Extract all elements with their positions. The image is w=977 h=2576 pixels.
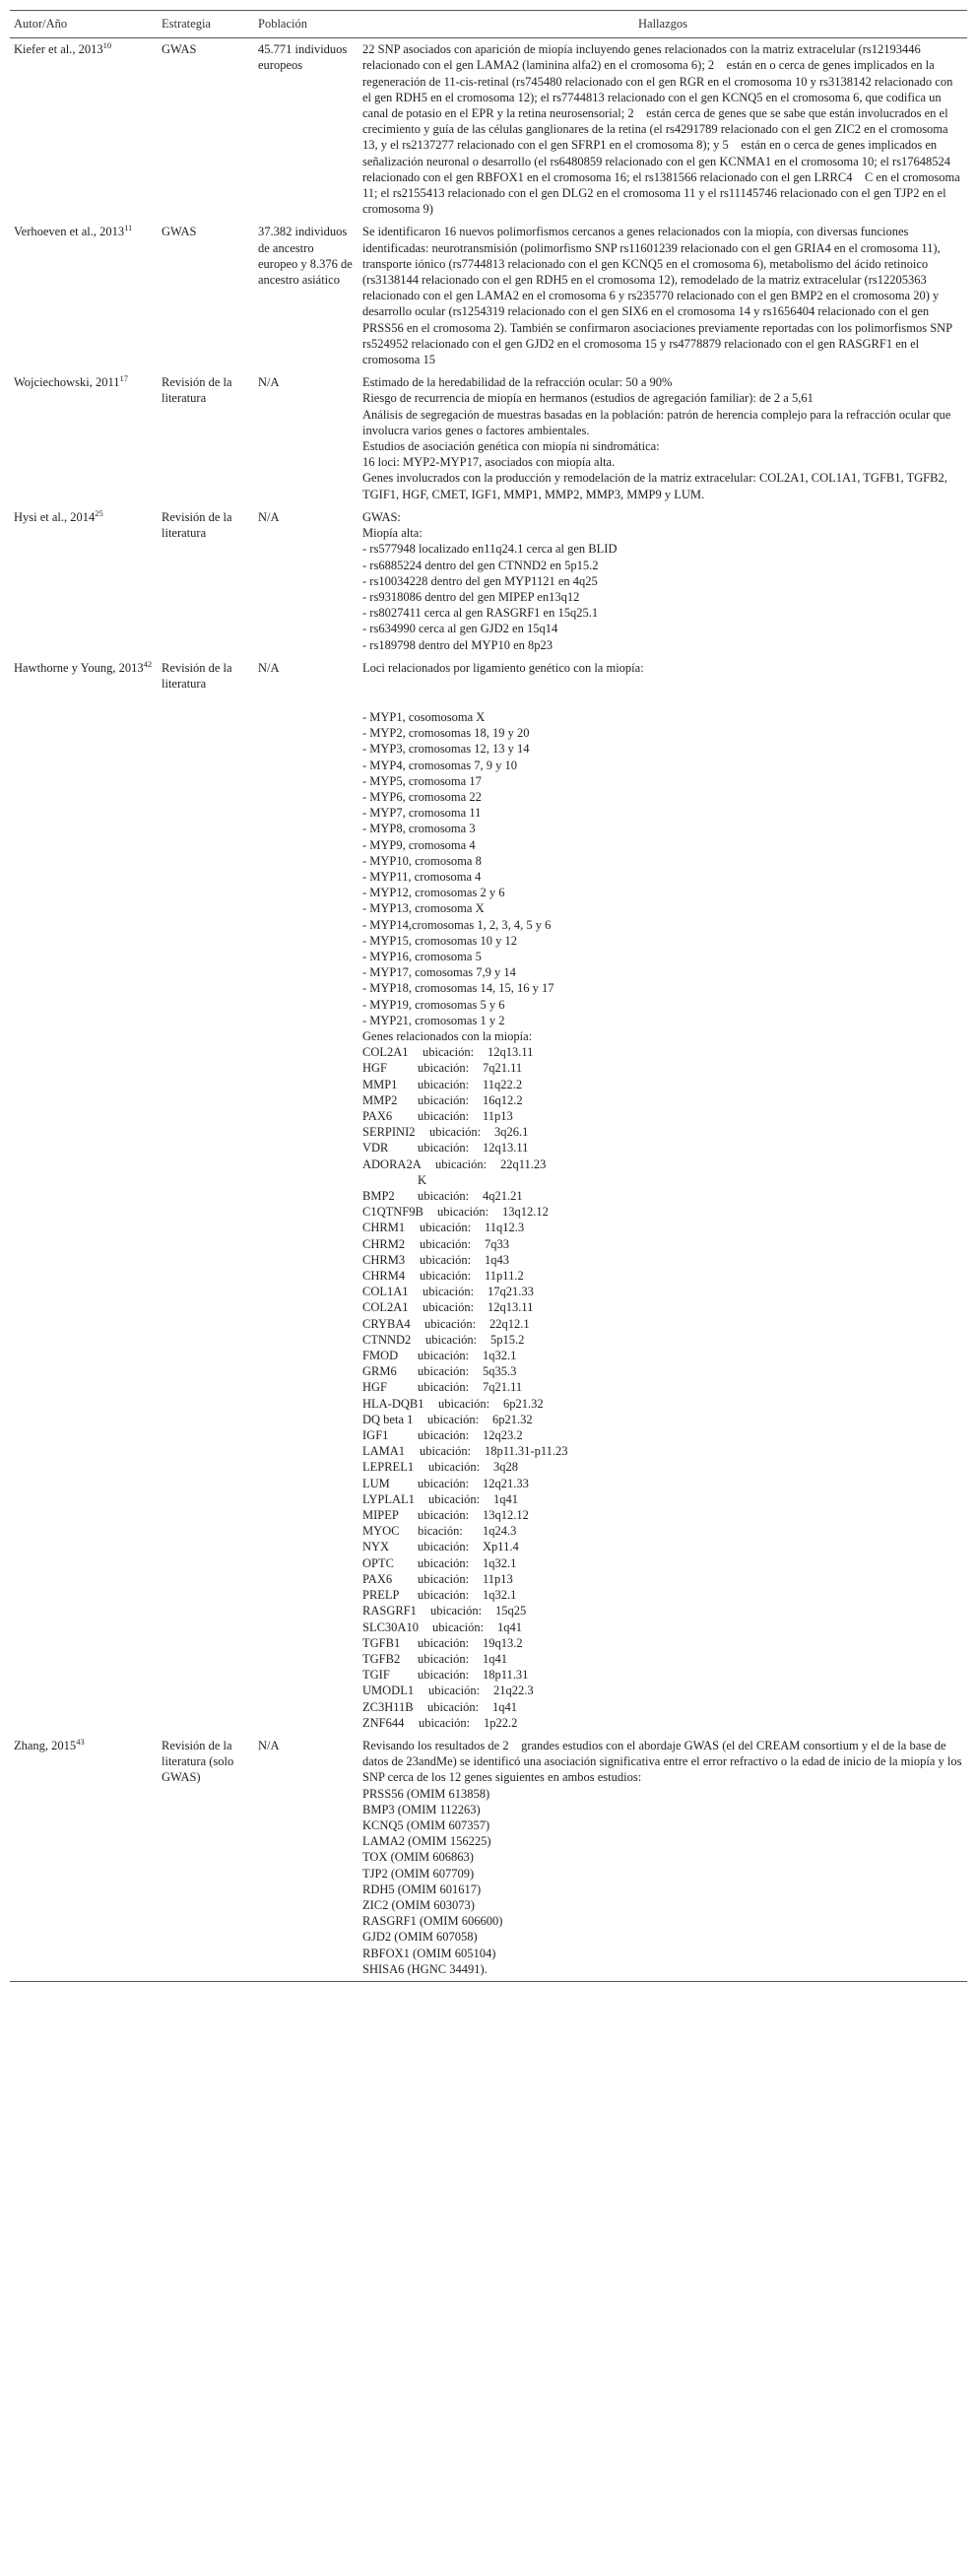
gene-location-value: 1q32.1 [483,1555,517,1570]
gene-location-label: ubicación: [432,1619,485,1634]
gene-line [362,1412,963,1427]
gene-location-label: ubicación: [418,1588,470,1603]
gene-name: LYPLAL1 [362,1491,415,1506]
gene-location-label: ubicación: [424,1316,477,1331]
gene-line [362,1299,963,1315]
locus-line: - MYP8, cromosoma 3 [362,822,476,836]
gene-location-label: ubicación: [438,1396,490,1411]
gene-location-label: ubicación: [418,1364,470,1379]
gene-name: LUM [362,1476,390,1490]
gene-location-value: 1q32.1 [483,1349,517,1363]
gene-location-label: ubicación: [423,1045,475,1060]
gene-location-value: 11p13 [483,1571,513,1586]
gene-name: RASGRF1 [362,1604,417,1618]
gene-location-label: ubicación: [423,1300,475,1315]
gene-location-value: 1p22.2 [484,1715,518,1730]
author-cell [10,38,158,222]
reference-number: 42 [143,658,153,669]
gene-location-value: 7q33 [485,1236,509,1251]
gene-location-value: 5q35.3 [483,1364,517,1379]
finding-line: BMP3 (OMIM 112263) [362,1802,481,1816]
gene-line [362,1236,963,1252]
finding-line: Estimado de la heredabilidad de la refracción ocular: 50 a 90% [362,375,673,390]
gene-name: VDR [362,1141,389,1156]
strategy-cell: Revisión de la literatura [162,509,232,541]
locus-line: - MYP11, cromosoma 4 [362,869,482,884]
gene-name: NYX [362,1540,390,1554]
gene-location-value: 22q12.1 [489,1316,530,1331]
locus-line: - MYP17, comosomas 7,9 y 14 [362,965,516,980]
gene-line [362,1715,963,1731]
gene-location-value: 18p11.31 [483,1668,529,1683]
gene-name: HLA-DQB1 [362,1396,424,1411]
author-cell [10,371,158,506]
gene-location-label: ubicación: [427,1699,480,1714]
gene-location-value: 21q22.3 [493,1684,534,1698]
table-row [10,506,967,657]
gene-location-value: Xp11.4 [483,1540,519,1554]
finding-line: Revisando los resultados de 2 grandes estudios con el abordaje GWAS (el del CREAM consortium y el de la base de datos de 23andMe) se identificó una asociación significativa entre el error refractivo o la edad de inicio de la miopía y los SNP cerca de los 12 genes siguientes en ambos estudios: [362,1738,962,1785]
gene-line [362,1172,963,1204]
gene-location-label: ubicación: [418,1555,470,1570]
gene-name: COL2A1 [362,1300,409,1315]
gene-line [362,1459,963,1475]
gene-line [362,1427,963,1443]
header-findings: Hallazgos [358,11,967,38]
gene-name: SLC30A10 [362,1619,419,1634]
gene-location-label: ubicación: [420,1269,472,1284]
gene-line [362,1635,963,1651]
gene-location-label: ubicación: [418,1349,470,1363]
header-population: Población [254,11,358,38]
population-cell: N/A [258,509,280,524]
gene-line [362,1284,963,1299]
gene-name: ADORA2A [362,1156,422,1171]
finding-line: SHISA6 (HGNC 34491). [362,1961,488,1976]
finding-line: - rs8027411 cerca al gen RASGRF1 en 15q25.1 [362,606,599,621]
finding-line: Análisis de segregación de muestras basadas en la población: patrón de herencia complejo para la refracción ocular que involucra varios genes o factores ambientales. [362,407,951,437]
finding-line: - rs577948 localizado en11q24.1 cerca al gen BLID [362,542,618,557]
gene-location-label: ubicación: [420,1252,472,1267]
reference-number: 43 [76,1736,85,1747]
author-cell [10,506,158,657]
gene-line [362,1108,963,1124]
finding-line: Riesgo de recurrencia de miopía en hermanos (estudios de agregación familiar): de 2 a 5,61 [362,391,814,406]
gene-line [362,1555,963,1571]
gene-line [362,1204,963,1220]
gene-location-value: 22q11.23 [500,1156,547,1171]
gene-location-label: ubicación: [418,1668,470,1683]
gene-location-value: 3q28 [493,1460,518,1475]
findings-cell [358,1735,967,1982]
gene-location-label: ubicación: [418,1109,470,1123]
finding-line: - rs6885224 dentro del gen CTNND2 en 5p15.2 [362,558,599,572]
gene-name: TGIF [362,1668,390,1683]
gene-name: LEPREL1 [362,1460,415,1475]
gene-location-value: 12q23.2 [483,1428,523,1443]
reference-number: 10 [102,40,112,51]
finding-line: GJD2 (OMIM 607058) [362,1930,478,1945]
gene-location-value: 12q13.11 [488,1045,534,1060]
locus-line: - MYP5, cromosoma 17 [362,773,482,788]
finding-line: - rs634990 cerca al gen GJD2 en 15q14 [362,622,558,636]
reference-number: 11 [124,223,133,233]
population-cell: 45.771 individuos europeos [258,42,348,73]
gene-location-value: 12q13.11 [488,1300,534,1315]
gene-location-value: 17q21.33 [488,1285,534,1299]
gene-location-label: ubicación: [429,1125,482,1140]
findings-cell [358,506,967,657]
gene-location-label: ubicación: [418,1476,470,1490]
findings-cell [358,38,967,222]
gene-location-value: 1q32.1 [483,1588,517,1603]
finding-line: TOX (OMIM 606863) [362,1850,474,1865]
author-text: Kiefer et al., 2013 [14,42,103,57]
reference-number: 17 [119,373,129,384]
gene-location-label: ubicación: [425,1332,478,1347]
gene-location-label: K ubicación: [418,1172,470,1204]
gene-line [362,1571,963,1587]
locus-line: - MYP3, cromosomas 12, 13 y 14 [362,742,530,757]
gene-name: HGF [362,1061,388,1076]
finding-line: RASGRF1 (OMIM 606600) [362,1914,503,1929]
table-header-row [10,11,967,38]
gene-name: SERPINI2 [362,1125,416,1140]
gene-line [362,1667,963,1683]
locus-line: - MYP13, cromosoma X [362,901,485,916]
gene-location-value: 16q12.2 [483,1092,523,1107]
population-cell: 37.382 individuos de ancestro europeo y 8.376 de ancestro asiático [258,225,353,288]
gene-line [362,1077,963,1092]
gene-line [362,1699,963,1715]
gene-line [362,1651,963,1667]
finding-line: KCNQ5 (OMIM 607357) [362,1817,490,1832]
gene-name: MMP2 [362,1092,398,1107]
gene-name: TGFB1 [362,1635,401,1650]
gene-location-value: 11q12.3 [485,1221,525,1235]
locus-line: - MYP6, cromosoma 22 [362,789,482,804]
gene-location-value: 12q21.33 [483,1476,529,1490]
gene-line [362,1539,963,1554]
gene-name: COL2A1 [362,1045,409,1060]
gene-line [362,1044,963,1060]
reference-number: 25 [95,507,103,518]
gene-name: PAX6 [362,1571,393,1586]
finding-line: PRSS56 (OMIM 613858) [362,1786,490,1801]
author-text: Verhoeven et al., 2013 [14,225,125,239]
gene-line [362,1379,963,1395]
gene-line [362,1268,963,1284]
gene-location-label: ubicación: [418,1061,470,1076]
gene-location-value: 6p21.32 [503,1396,544,1411]
genes-title: Genes relacionados con la miopía: [362,1028,533,1043]
strategy-cell: GWAS [162,42,197,57]
header-strategy: Estrategia [158,11,254,38]
locus-line: - MYP21, cromosomas 1 y 2 [362,1013,505,1027]
author-text: Hysi et al., 2014 [14,509,96,524]
finding-line: 22 SNP asociados con aparición de miopía incluyendo genes relacionados con la matriz extracelular (rs12193446 relacionado con el gen LAMA2 (laminina alfa2) en el cromosoma 6); 2 están en o cerca de genes implicados en la regeneración de 11-cis-retinal (rs745480 relacionado con el gen RGR en el cromosoma 10 y rs3138142 relacionado con el gen RDH5 en el cromosoma 12); el rs7744813 relacionado con el gen KCNQ5 en el cromosoma 6, que codifica un canal de potasio en el EPR y la retina neurosensorial; 2 están cerca de genes que se sabe que están involucrados en el crecimiento y guía de las células ganglionares de la retina (el rs4291789 relacionado con el gen ZIC2 en el cromosoma 13, y el rs2137277 relacionado con el gen SFRP1 en el cromosoma 8); y 5 están en o cerca de genes implicados en señalización neuronal o desarrollo (el rs6480859 relacionado con el gen KCNMA1 en el cromosoma 10; el rs17648524 relacionado con el gen RBFOX1 en el cromosoma 16; el rs1381566 relacionado con el gen LRRC4 C en el cromosoma 11; el rs2155413 relacionado con el gen DLG2 en el cromosoma 11 y el rs11145746 relacionado con el gen TJP2 en el cromosoma 9) [362,42,960,217]
finding-line: - rs9318086 dentro del gen MIPEP en13q12 [362,589,580,604]
findings-table [10,10,967,1982]
gene-location-label: ubicación: [418,1571,470,1586]
gene-location-label: ubicación: [418,1077,470,1091]
gene-line [362,1587,963,1603]
gene-location-value: 11p13 [483,1109,513,1123]
gene-line [362,1507,963,1523]
gene-name: GRM6 [362,1364,397,1379]
locus-line: - MYP2, cromosomas 18, 19 y 20 [362,726,530,741]
gene-line [362,1332,963,1348]
gene-location-label: ubicación: [418,1635,470,1650]
locus-line: - MYP18, cromosomas 14, 15, 16 y 17 [362,981,554,996]
gene-location-value: 4q21.21 [483,1189,523,1204]
gene-name: CHRM2 [362,1236,406,1251]
gene-location-label: ubicación: [428,1684,481,1698]
gene-location-label: ubicación: [437,1205,489,1220]
gene-name: UMODL1 [362,1684,415,1698]
table-row [10,657,967,1735]
strategy-cell: Revisión de la literatura [162,375,232,406]
locus-line: - MYP4, cromosomas 7, 9 y 10 [362,758,517,772]
gene-location-value: 18p11.31-p11.23 [485,1444,568,1459]
gene-name: HGF [362,1380,388,1395]
gene-location-label: ubicación: [418,1092,470,1107]
header-author: Autor/Año [10,11,158,38]
finding-line: TJP2 (OMIM 607709) [362,1866,475,1881]
table-row [10,221,967,371]
gene-line [362,1476,963,1491]
gene-location-value: 1q41 [483,1651,507,1666]
gene-location-label: ubicación: [418,1540,470,1554]
gene-line [362,1603,963,1618]
strategy-cell: GWAS [162,225,197,239]
finding-line: GWAS: [362,509,401,524]
gene-location-label: ubicación: [423,1285,475,1299]
gene-location-value: 12q13.11 [483,1141,529,1156]
gene-name: CHRM1 [362,1221,406,1235]
locus-line: - MYP19, cromosomas 5 y 6 [362,997,505,1012]
finding-line: Genes involucrados con la producción y remodelación de la matriz extracelular: COL2A1, COL1A1, TGFB1, TGFB2, TGIF1, HGF, CMET, IGF1, MMP1, MMP2, MMP3, MMP9 y LUM. [362,471,947,501]
gene-location-value: 1q24.3 [483,1524,517,1539]
gene-location-value: 19q13.2 [483,1635,523,1650]
finding-line: - rs10034228 dentro del gen MYP1121 en 4q25 [362,573,598,588]
gene-line [362,1092,963,1108]
gene-name: CHRM3 [362,1252,406,1267]
gene-location-label: ubicación: [418,1428,470,1443]
gene-line [362,1396,963,1412]
author-text: Hawthorne y Young, 2013 [14,660,144,675]
author-cell [10,221,158,371]
gene-location-value: 1q41 [492,1699,517,1714]
table-row [10,1735,967,1982]
gene-location-label: ubicación: [418,1380,470,1395]
gene-line [362,1363,963,1379]
gene-location-label: ubicación: [428,1460,481,1475]
gene-name: IGF1 [362,1428,389,1443]
finding-line: - rs189798 dentro del MYP10 en 8p23 [362,637,554,652]
gene-location-value: 7q21.11 [483,1380,523,1395]
gene-location-label: ubicación: [420,1221,472,1235]
gene-name: C1QTNF9B [362,1205,423,1220]
gene-location-value: 11q22.2 [483,1077,523,1091]
findings-cell [358,371,967,506]
population-cell: N/A [258,660,280,675]
finding-line: 16 loci: MYP2-MYP17, asociados con miopía alta. [362,455,616,470]
locus-line: - MYP16, cromosoma 5 [362,949,482,963]
gene-location-value: 1q41 [493,1491,518,1506]
gene-name: CRYBA4 [362,1316,411,1331]
gene-location-label: ubicación: [418,1651,470,1666]
gene-line [362,1619,963,1635]
gene-location-label: ubicación: [420,1444,472,1459]
locus-line: - MYP15, cromosomas 10 y 12 [362,933,517,948]
gene-line [362,1156,963,1172]
locus-line: - MYP1, cosomosoma X [362,709,486,724]
gene-line [362,1124,963,1140]
gene-line [362,1316,963,1332]
gene-name: MIPEP [362,1508,399,1523]
gene-name: CHRM4 [362,1269,406,1284]
finding-line: Estudios de asociación genética con miopía ni sindromática: [362,439,660,454]
strategy-cell: Revisión de la literatura (solo GWAS) [158,1735,254,1982]
loci-intro: Loci relacionados por ligamiento genético con la miopía: [362,660,644,675]
gene-name: MMP1 [362,1077,398,1091]
gene-location-value: 15q25 [495,1604,527,1618]
gene-location-value: 1q43 [485,1252,509,1267]
author-cell [10,1735,158,1982]
finding-line: RBFOX1 (OMIM 605104) [362,1946,496,1960]
locus-line: - MYP14,cromosomas 1, 2, 3, 4, 5 y 6 [362,917,552,932]
gene-location-label: ubicación: [419,1715,471,1730]
gene-location-label: ubicación: [427,1412,480,1426]
gene-name: ZNF644 [362,1715,405,1730]
gene-location-value: 1q41 [497,1619,522,1634]
locus-line: - MYP12, cromosomas 2 y 6 [362,886,505,900]
gene-line [362,1523,963,1539]
author-cell [10,657,158,1735]
finding-line: Miopía alta: [362,526,423,541]
gene-location-value: 6p21.32 [492,1412,533,1426]
gene-location-label: bicación: [418,1524,463,1539]
table-row [10,38,967,222]
gene-line [362,1683,963,1698]
locus-line: - MYP7, cromosoma 11 [362,806,482,821]
author-text: Wojciechowski, 2011 [14,375,120,390]
table-body [10,38,967,1982]
finding-line: Se identificaron 16 nuevos polimorfismos cercanos a genes relacionados con la miopía, con diversas funciones identificadas: neurotransmisión (polimorfismo SNP rs11601239 relacionado con el gen GRIA4 en el cromosoma 11), transporte iónico (rs7744813 relacionado con el gen KCNQ5 en el cromosoma 6), metabolismo del ácido retinoico (rs3138144 relacionado con el gen RDH5 en el cromosoma 12), remodelado de la matriz extracelular (rs12205363 relacionado con el gen LAMA2 en el cromosoma 6 y rs235770 relacionado con el gen BMP2 en el cromosoma 20) y desarrollo ocular (rs1254319 relacionado con el gen SIX6 en el cromosoma 14 y rs1656404 relacionado con el gen PRSS56 en el cromosoma 2). También se confirmaron asociaciones previamente reportadas con los polimorfismos SNP rs524952 relacionado con el gen GJD2 en el cromosoma 15 y rs4778879 relacionado con el gen RASGRF1 en el cromosoma 15 [362,225,952,367]
strategy-cell: Revisión de la literatura [162,660,232,691]
gene-location-label: ubicación: [435,1156,488,1171]
gene-name: COL1A1 [362,1285,409,1299]
gene-location-label: ubicación: [418,1141,470,1156]
finding-line: ZIC2 (OMIM 603073) [362,1897,475,1912]
gene-line [362,1348,963,1363]
gene-name: PAX6 [362,1109,393,1123]
gene-line [362,1491,963,1507]
gene-name: ZC3H11B [362,1699,414,1714]
gene-name: DQ beta 1 [362,1412,414,1426]
gene-line [362,1140,963,1156]
gene-location-label: ubicación: [430,1604,483,1618]
gene-name: FMOD [362,1349,399,1363]
finding-line: LAMA2 (OMIM 156225) [362,1834,491,1849]
gene-name: OPTC [362,1555,394,1570]
population-cell: N/A [258,375,280,390]
gene-name: LAMA1 [362,1444,406,1459]
gene-location-value: 7q21.11 [483,1061,523,1076]
gene-line [362,1060,963,1076]
gene-line [362,1220,963,1235]
gene-location-value: 13q12.12 [483,1508,529,1523]
gene-name: TGFB2 [362,1651,401,1666]
findings-cell [358,221,967,371]
gene-name: PRELP [362,1588,400,1603]
spacer [362,676,963,709]
findings-cell [358,657,967,1735]
author-text: Zhang, 2015 [14,1738,77,1752]
gene-location-value: 3q26.1 [494,1125,529,1140]
locus-line: - MYP10, cromosoma 8 [362,853,482,868]
gene-name: BMP2 [362,1189,395,1204]
gene-location-value: 13q12.12 [502,1205,549,1220]
gene-location-label: ubicación: [420,1236,472,1251]
population-cell: N/A [254,1735,358,1982]
gene-location-value: 5p15.2 [490,1332,525,1347]
finding-line: RDH5 (OMIM 601617) [362,1882,482,1896]
gene-name: CTNND2 [362,1332,412,1347]
gene-line [362,1443,963,1459]
gene-line [362,1252,963,1268]
gene-location-value: 11p11.2 [485,1269,524,1284]
gene-location-label: ubicación: [418,1508,470,1523]
gene-name: MYOC [362,1524,400,1539]
table-row [10,371,967,506]
gene-location-label: ubicación: [428,1491,481,1506]
locus-line: - MYP9, cromosoma 4 [362,837,476,852]
